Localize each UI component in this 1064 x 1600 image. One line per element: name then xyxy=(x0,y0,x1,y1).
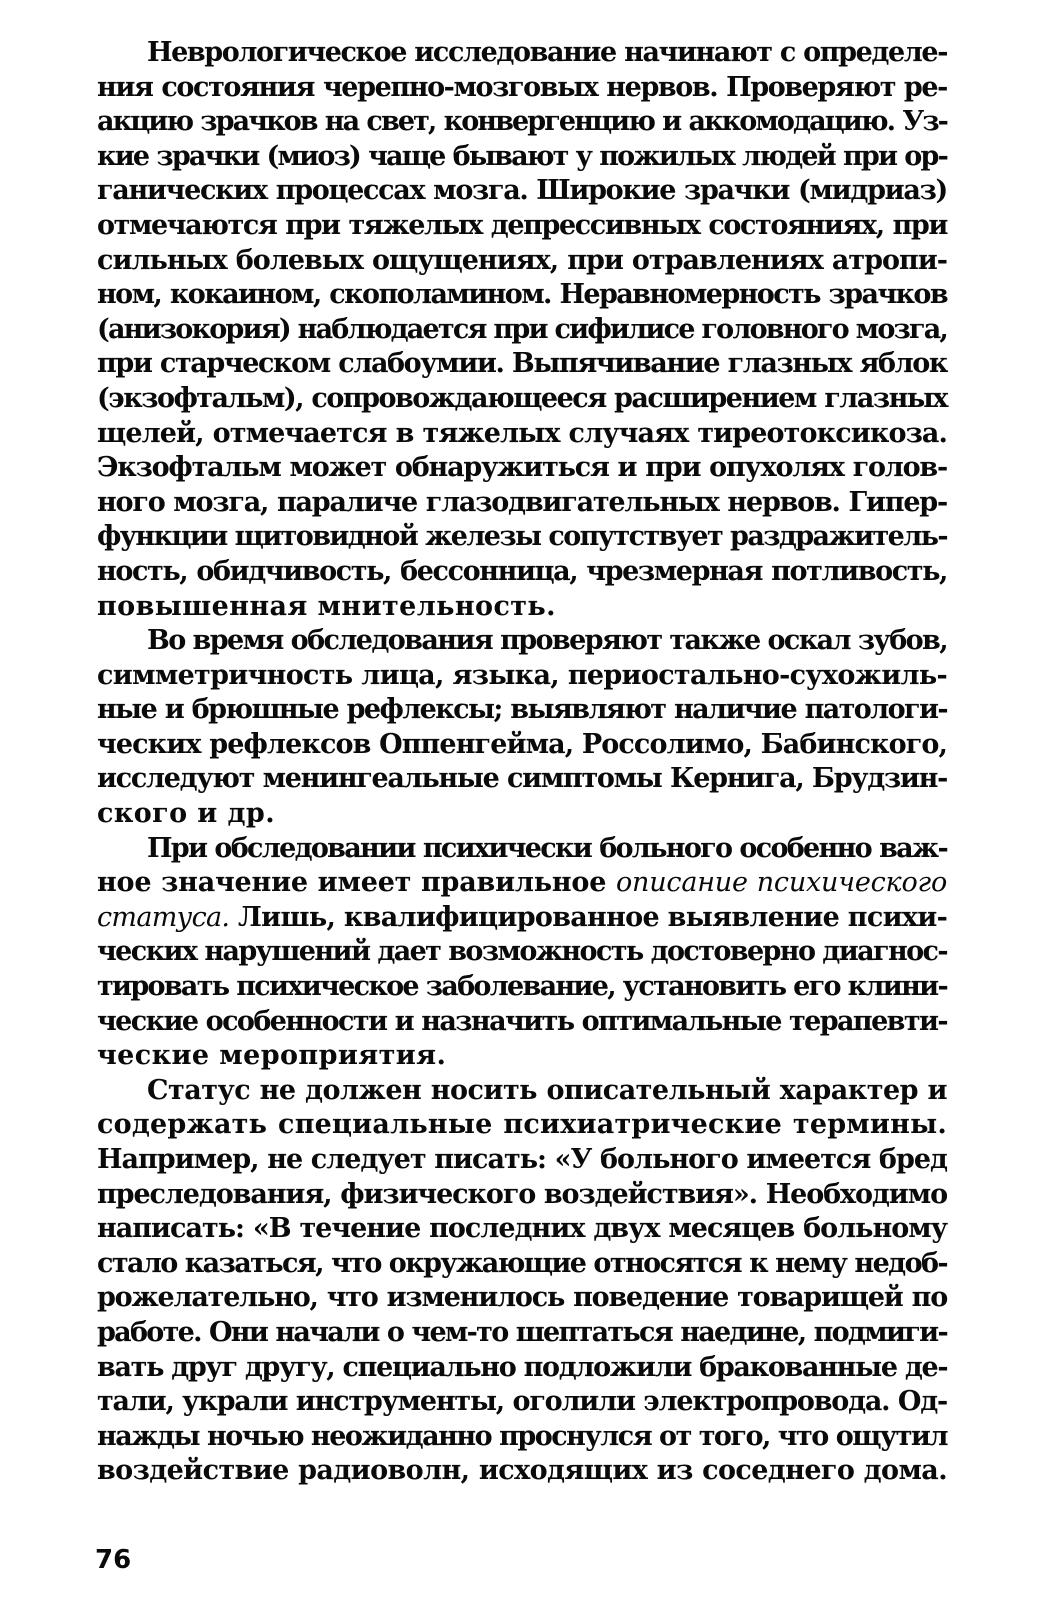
text-line: рожелательно, что изменилось поведение товарищей по xyxy=(97,1282,947,1314)
text-line xyxy=(97,866,947,901)
text-line xyxy=(97,901,947,936)
text-line: ческие мероприятия. xyxy=(97,1040,447,1072)
text-line: (анизокория) наблюдается при сифилисе головного мозга, xyxy=(97,313,947,345)
text-line: Экзофтальм может обнаружиться и при опухолях голов- xyxy=(97,452,947,484)
text-line: Например, не следует писать: «У больного имеется бред xyxy=(97,1144,947,1175)
text-line: кие зрачки (миоз) чаще бывают у пожилых людей при ор- xyxy=(97,140,947,172)
text-line: содержать специальные психиатрические термины. xyxy=(97,1109,947,1141)
text-line: повышенная мнительность. xyxy=(97,590,556,622)
text-line: Во время обследования проверяют также оскал зубов, xyxy=(147,625,947,657)
text-line: нажды ночью неожиданно проснулся от того, что ощутил xyxy=(97,1420,947,1452)
text-line: ные и брюшные рефлексы; выявляют наличие патологи- xyxy=(97,694,947,726)
text-line: тировать психическое заболевание, установить его клини- xyxy=(97,971,947,1003)
text-line: работе. Они начали о чем-то шептаться наедине, подмиги- xyxy=(97,1316,947,1348)
text-line: тали, украли инструменты, оголили электропровода. Од- xyxy=(97,1386,947,1418)
text-line: стало казаться, что окружающие относятся к нему недоб- xyxy=(97,1247,947,1279)
text-line: ность, обидчивость, бессонница, чрезмерная потливость, xyxy=(97,555,947,587)
text-line: исследуют менингеальные симптомы Кернига, Брудзин- xyxy=(97,763,947,795)
text-run: ное значение имеет правильное xyxy=(97,867,616,899)
text-line: (экзофтальм), сопровождающееся расширением глазных xyxy=(97,382,947,414)
text-line: ния состояния черепно-мозговых нервов. Проверяют ре- xyxy=(97,71,947,103)
text-run: Лишь, квалифицированное выявление психи- xyxy=(229,901,948,933)
text-line: ного мозга, параличе глазодвигательных нервов. Гипер- xyxy=(97,486,947,518)
text-line: Статус не должен носить описательный характер и xyxy=(147,1074,947,1106)
text-line: при старческом слабоумии. Выпячивание глазных яблок xyxy=(97,348,947,380)
text-line: ганических процессах мозга. Широкие зрачки (мидриаз) xyxy=(97,175,947,207)
italic-term: статуса. xyxy=(97,901,230,933)
text-line: преследования, физического воздействия». Необходимо xyxy=(97,1178,947,1210)
text-line: отмечаются при тяжелых депрессивных состояниях, при xyxy=(97,209,947,241)
text-line: ческих рефлексов Оппенгейма, Россолимо, Бабинского, xyxy=(97,728,947,760)
text-line: ческие особенности и назначить оптимальные терапевти- xyxy=(97,1005,947,1037)
paragraph-mental-status xyxy=(97,832,947,1074)
text-line: функции щитовидной железы сопутствует раздражитель- xyxy=(97,521,947,553)
paragraph-neurological-exam xyxy=(97,36,947,624)
text-line: Неврологическое исследование начинают с определе- xyxy=(147,37,947,68)
italic-term: описание психического xyxy=(615,867,948,899)
text-line: акцию зрачков на свет, конвергенцию и аккомодацию. Уз- xyxy=(97,106,947,138)
text-line: щелей, отмечается в тяжелых случаях тиреотоксикоза. xyxy=(97,417,947,449)
text-line: вать друг другу, специально подложили бракованные де- xyxy=(97,1351,948,1383)
paragraph-status-example xyxy=(97,1074,947,1489)
text-line: сильных болевых ощущениях, при отравлениях атропи- xyxy=(97,244,947,276)
body-text xyxy=(97,36,947,1489)
page-number: 76 xyxy=(95,1545,132,1575)
text-line: При обследовании психически больного особенно важ- xyxy=(147,832,947,864)
text-line: симметричность лица, языка, периостально-сухожиль- xyxy=(97,659,947,691)
text-line: воздействие радиоволн, исходящих из соседнего дома. xyxy=(97,1455,947,1487)
text-line: ского и др. xyxy=(97,798,276,830)
text-line: написать: «В течение последних двух месяцев больному xyxy=(97,1213,947,1245)
text-line: ном, кокаином, скополамином. Неравномерность зрачков xyxy=(97,279,947,311)
paragraph-reflexes xyxy=(97,624,947,832)
text-line: ческих нарушений дает возможность достоверно диагнос- xyxy=(97,936,947,968)
